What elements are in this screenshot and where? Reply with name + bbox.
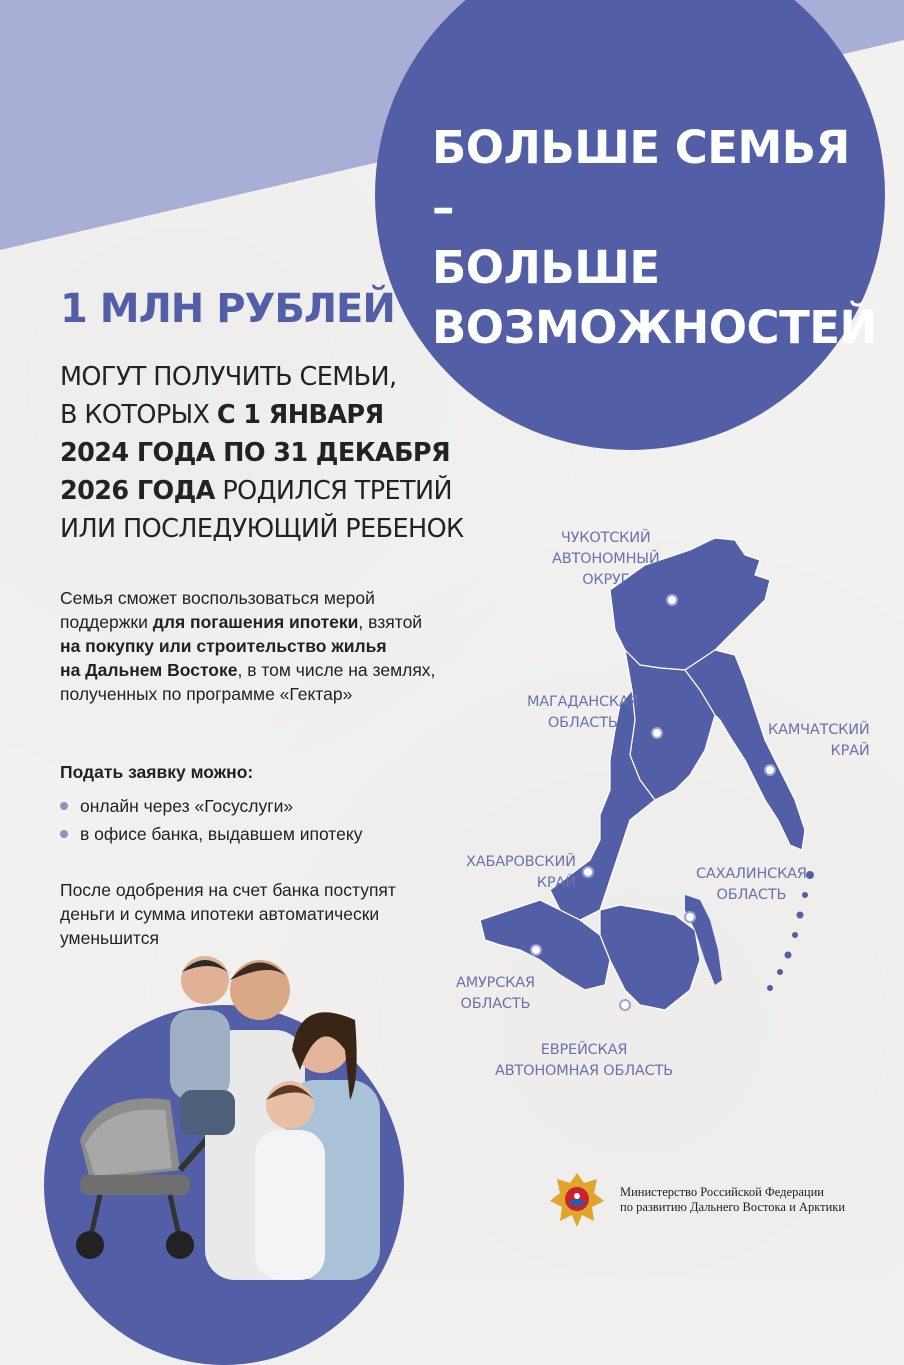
region-label-line: ОБЛАСТЬ: [547, 715, 618, 731]
lead-line: МОГУТ ПОЛУЧИТЬ СЕМЬИ,: [60, 362, 397, 392]
paragraph-bold: для погашения ипотеки: [152, 612, 359, 632]
region-label-kamchatka: [768, 720, 870, 762]
region-label-sakhalin: [696, 864, 807, 906]
region-label-line: САХАЛИНСКАЯ: [696, 866, 807, 882]
main-title-line: БОЛЬШЕ: [432, 241, 660, 294]
paragraph-line: деньги и сумма ипотеки автоматически: [60, 904, 380, 924]
paragraph-text: поддержки: [60, 612, 153, 632]
ministry-name-line: Министерство Российской Федерации: [620, 1185, 824, 1199]
support-paragraph: [60, 586, 460, 706]
region-label-line: ОБЛАСТЬ: [716, 887, 787, 903]
region-label-line: АМУРСКАЯ: [456, 975, 535, 991]
bullet-icon: [60, 830, 68, 838]
eligibility-lead: [60, 358, 480, 548]
paragraph-line: уменьшится: [60, 928, 159, 948]
region-label-jewish: [495, 1040, 673, 1082]
main-title: [432, 118, 877, 358]
paragraph-line: [60, 658, 460, 682]
list-item-label: в офисе банка, выдавшем ипотеку: [80, 824, 363, 844]
lead-line: [60, 396, 480, 434]
paragraph-line: Семья сможет воспользоваться мерой: [60, 588, 375, 608]
region-label-amur: [456, 973, 535, 1015]
paragraph-line: [60, 634, 460, 658]
region-label-line: МАГАДАНСКАЯ: [527, 694, 639, 710]
lead-date-end: 2024 ГОДА ПО 31 ДЕКАБРЯ: [60, 438, 451, 468]
region-label-line: ХАБАРОВСКИЙ: [466, 854, 576, 870]
lead-line: [60, 472, 480, 510]
main-title-line: ВОЗМОЖНОСТЕЙ: [432, 301, 877, 354]
boy-figure: [170, 956, 235, 1135]
region-label-magadan: [527, 692, 639, 734]
region-label-line: ЧУКОТСКИЙ: [560, 530, 651, 546]
far-east-map: [460, 520, 880, 1040]
paragraph-bold: на Дальнем Востоке: [60, 660, 238, 680]
paragraph-line: полученных по программе «Гектар»: [60, 684, 353, 704]
region-label-line: ЕВРЕЙСКАЯ: [540, 1042, 628, 1058]
lead-year: 2026 ГОДА: [60, 476, 215, 506]
ministry-emblem-icon: [542, 1165, 612, 1235]
main-title-line: БОЛЬШЕ СЕМЬЯ –: [432, 121, 850, 234]
list-item: [60, 820, 362, 848]
list-item-label: онлайн через «Госуслуги»: [80, 796, 294, 816]
lead-line: [60, 434, 480, 472]
region-label-line: ОБЛАСТЬ: [460, 996, 531, 1012]
lead-text: РОДИЛСЯ ТРЕТИЙ: [214, 476, 452, 506]
region-label-chukotka: [552, 528, 660, 591]
region-label-line: ОКРУГ: [582, 572, 630, 588]
paragraph-text: , в том числе на землях,: [237, 660, 436, 680]
list-item: [60, 792, 362, 820]
paragraph-bold: на покупку или строительство жилья: [60, 636, 387, 656]
lead-text: В КОТОРЫХ: [60, 400, 217, 430]
region-label-line: АВТОНОМНЫЙ: [552, 551, 660, 567]
lead-date-start: С 1 ЯНВАРЯ: [216, 400, 384, 430]
region-label-line: КРАЙ: [536, 875, 576, 891]
region-label-line: АВТОНОМНАЯ ОБЛАСТЬ: [495, 1063, 673, 1079]
paragraph-line: [60, 610, 460, 634]
apply-list: [60, 792, 362, 848]
apply-title: Подать заявку можно:: [60, 762, 254, 782]
lead-line: ИЛИ ПОСЛЕДУЮЩИЙ РЕБЕНОК: [60, 514, 464, 544]
ministry-name-line: по развитию Дальнего Востока и Арктики: [620, 1200, 846, 1214]
amount-headline: 1 МЛН РУБЛЕЙ: [60, 286, 395, 332]
region-label-khabarovsk: [466, 852, 576, 894]
region-label-line: КАМЧАТСКИЙ: [768, 722, 870, 738]
family-photo: [60, 940, 400, 1280]
bullet-icon: [60, 802, 68, 810]
paragraph-text: , взятой: [358, 612, 423, 632]
region-label-line: КРАЙ: [830, 743, 870, 759]
paragraph-line: После одобрения на счет банка поступят: [60, 880, 396, 900]
ministry-name: [620, 1185, 845, 1215]
